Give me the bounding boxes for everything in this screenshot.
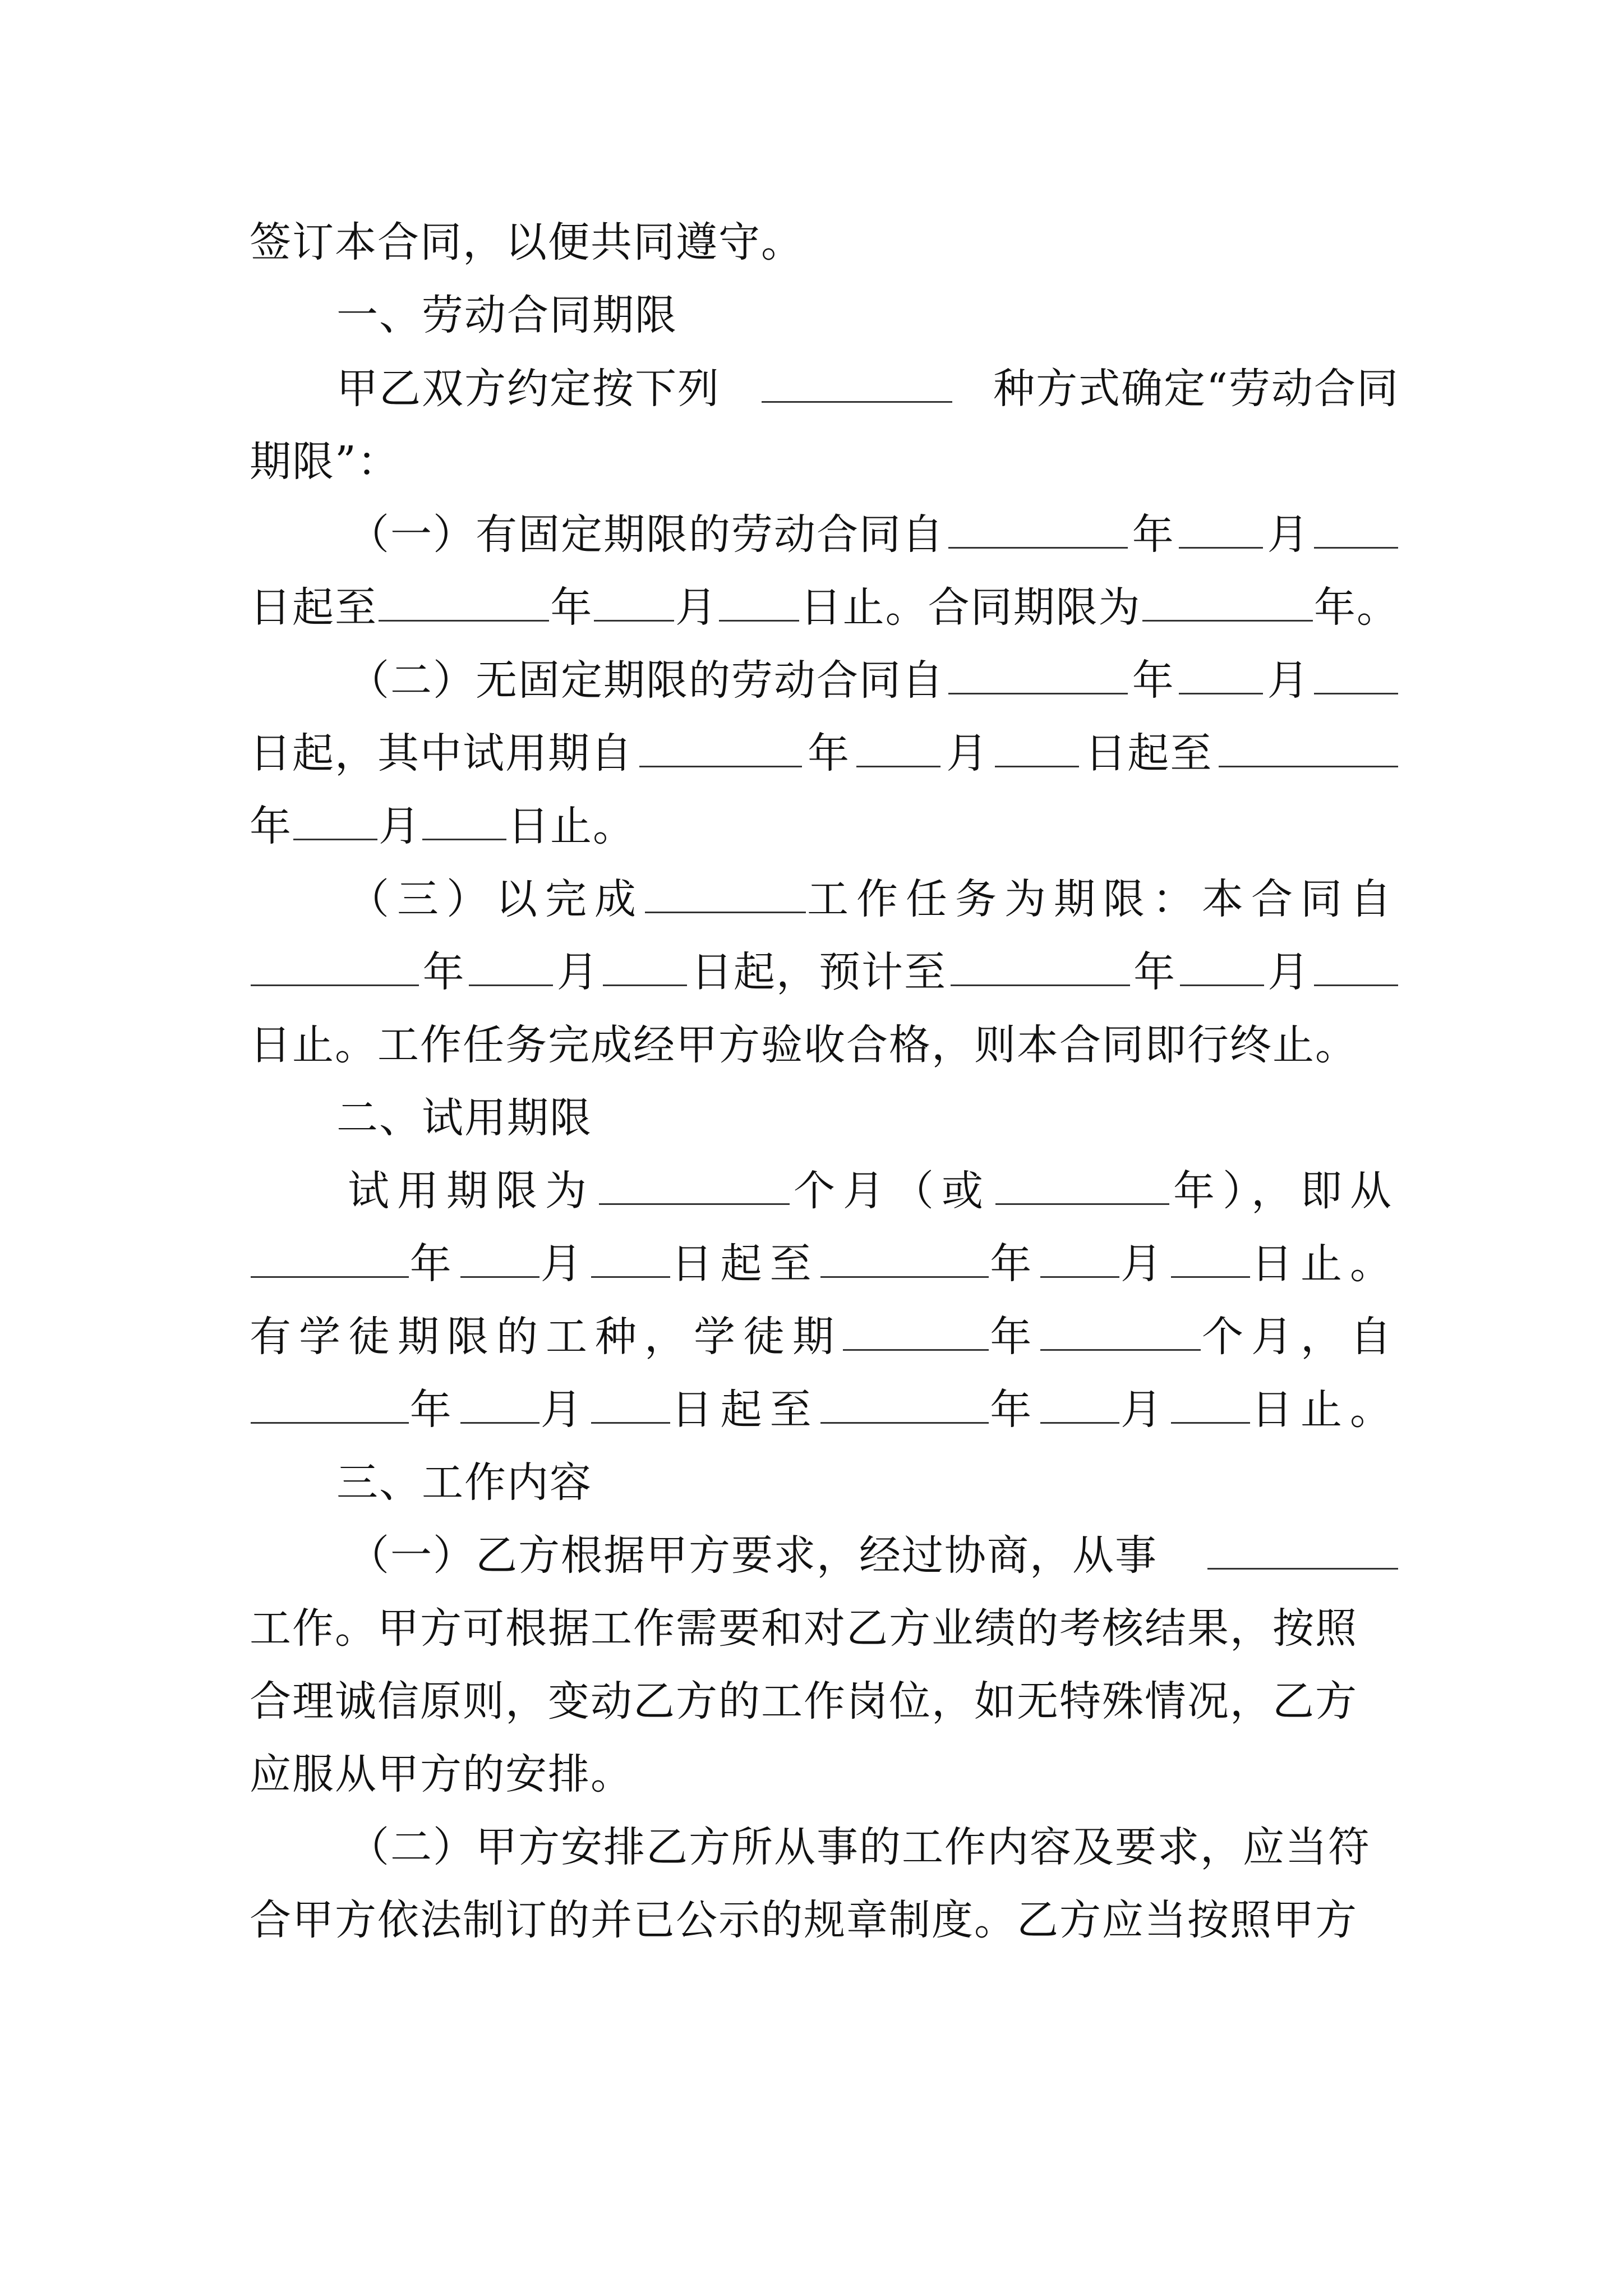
fill-blank[interactable] <box>293 794 377 840</box>
fill-blank[interactable] <box>599 1158 790 1205</box>
fill-blank[interactable] <box>1314 940 1398 986</box>
text-line-16: 有学徒期限的工种，学徒期 年 个月，自 <box>250 1303 1399 1370</box>
fill-blank[interactable] <box>951 940 1130 986</box>
fill-blank[interactable] <box>820 1377 989 1424</box>
text-line-22: 应服从甲方的安排。 <box>250 1750 633 1798</box>
section-heading-work-content: 三、工作内容 <box>336 1458 592 1507</box>
fill-blank[interactable] <box>1040 1377 1119 1424</box>
fill-blank[interactable] <box>591 1231 670 1278</box>
fill-blank[interactable] <box>995 1158 1169 1205</box>
text-line-9: 年 月 日止。 <box>250 793 1399 860</box>
text-line-19: （一）乙方根据甲方要求，经过协商，从事 <box>348 1522 1399 1589</box>
fill-blank[interactable] <box>1040 1231 1119 1278</box>
fill-blank[interactable] <box>251 1231 409 1278</box>
text-line-1: 签订本合同，以便共同遵守。 <box>250 218 804 266</box>
text-line-7: （二）无固定期限的劳动合同自 年 月 <box>348 647 1399 714</box>
text-line-6: 日起至 年 月 日止。合同期限为 年。 <box>250 574 1399 641</box>
text-line-20: 工作。甲方可根据工作需要和对乙方业绩的考核结果，按照 <box>250 1604 1358 1653</box>
fill-blank[interactable] <box>422 794 506 840</box>
text-line-14: 试用期限为 个月（或 年），即从 <box>348 1157 1399 1225</box>
text-line-3: 甲乙双方约定按下列 种方式确定“劳动合同 <box>336 355 1399 422</box>
text-line-11: 年 月 日起，预计至 年 月 <box>250 938 1399 1006</box>
text-line-12: 日止。工作任务完成经甲方验收合格，则本合同即行终止。 <box>250 1021 1358 1069</box>
fill-blank[interactable] <box>251 940 419 986</box>
text-line-15: 年 月 日起至 年 月 日止。 <box>250 1230 1399 1297</box>
fill-blank[interactable] <box>1171 1377 1250 1424</box>
fill-blank[interactable] <box>251 1377 409 1424</box>
fill-blank[interactable] <box>1314 502 1398 549</box>
fill-blank[interactable] <box>1171 1231 1250 1278</box>
fill-blank[interactable] <box>1219 721 1398 767</box>
fill-blank[interactable] <box>460 1377 540 1424</box>
fill-blank[interactable] <box>1040 1304 1201 1351</box>
fill-blank[interactable] <box>1314 648 1398 694</box>
fill-blank[interactable] <box>820 1231 989 1278</box>
fill-blank[interactable] <box>379 575 549 622</box>
text-line-23: （二）甲方安排乙方所从事的工作内容及要求，应当符 <box>348 1823 1371 1871</box>
fill-blank[interactable] <box>469 940 553 986</box>
text-line-21: 合理诚信原则，变动乙方的工作岗位，如无特殊情况，乙方 <box>250 1677 1358 1726</box>
fill-blank[interactable] <box>995 721 1079 767</box>
fill-blank[interactable] <box>645 867 806 913</box>
fill-blank[interactable] <box>843 1304 989 1351</box>
fill-blank[interactable] <box>762 356 952 403</box>
fill-blank[interactable] <box>1179 648 1263 694</box>
fill-blank[interactable] <box>1142 575 1313 622</box>
text-line-10: （三）以完成 工作任务为期限：本合同自 <box>348 866 1399 933</box>
text-line-4: 期限”： <box>250 438 400 486</box>
fill-blank[interactable] <box>948 502 1128 549</box>
fill-blank[interactable] <box>719 575 799 622</box>
fill-blank[interactable] <box>594 575 674 622</box>
text-line-5: （一）有固定期限的劳动合同自 年 月 <box>348 501 1399 568</box>
fill-blank[interactable] <box>856 721 940 767</box>
fill-blank[interactable] <box>1179 502 1263 549</box>
fill-blank[interactable] <box>603 940 687 986</box>
section-heading-contract-term: 一、劳动合同期限 <box>336 291 677 339</box>
section-heading-probation: 二、试用期限 <box>336 1094 592 1142</box>
fill-blank[interactable] <box>460 1231 540 1278</box>
fill-blank[interactable] <box>1207 1523 1398 1570</box>
fill-blank[interactable] <box>1180 940 1264 986</box>
fill-blank[interactable] <box>591 1377 670 1424</box>
fill-blank[interactable] <box>948 648 1128 694</box>
text-line-17: 年 月 日起至 年 月 日止。 <box>250 1376 1399 1443</box>
text-line-8: 日起，其中试用期自 年 月 日起至 <box>250 720 1399 787</box>
text-line-24: 合甲方依法制订的并已公示的规章制度。乙方应当按照甲方 <box>250 1896 1358 1944</box>
fill-blank[interactable] <box>639 721 802 767</box>
